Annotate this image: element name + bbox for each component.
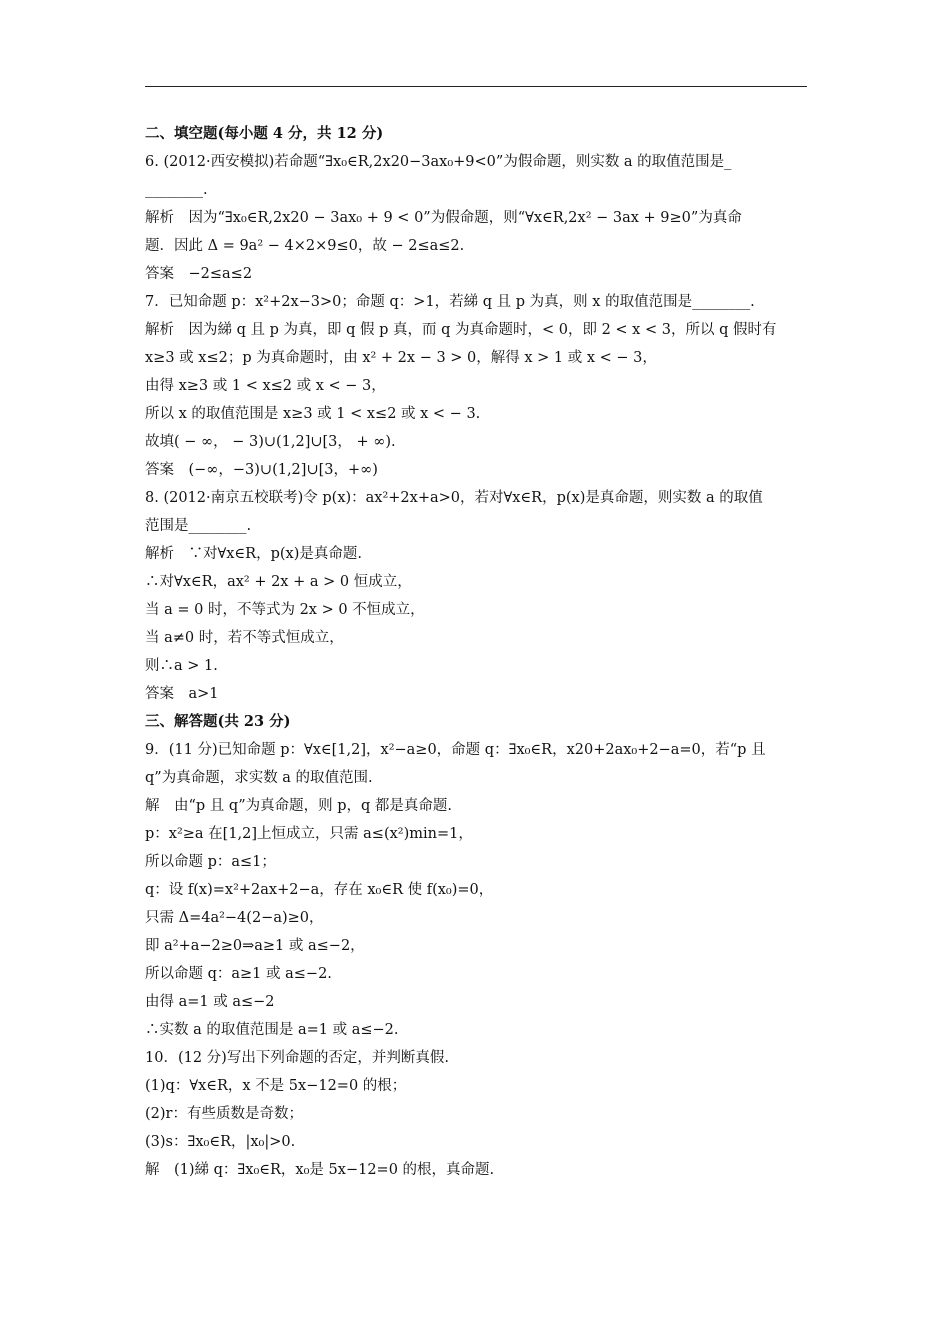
text-line: 6. (2012·西安模拟)若命题“∃x₀∈R,2x20−3ax₀+9<0”为假命题，则实数 a 的取值范围是_ bbox=[145, 154, 732, 170]
text-line: x≥3 或 x≤2；p 为真命题时，由 x² + 2x − 3 > 0，解得 x > 1 或 x < − 3， bbox=[145, 350, 657, 366]
text-line: 解 由“p 且 q”为真命题，则 p，q 都是真命题. bbox=[145, 798, 452, 814]
text-line: 范围是________. bbox=[145, 518, 252, 534]
header-rule bbox=[145, 86, 807, 87]
document-body bbox=[145, 120, 807, 1184]
text-line: 9．(11 分)已知命题 p：∀x∈[1,2]，x²−a≥0，命题 q：∃x₀∈R，x20+2ax₀+2−a=0，若“p 且 bbox=[145, 742, 766, 758]
text-line: (1)q：∀x∈R，x 不是 5x−12=0 的根； bbox=[145, 1078, 407, 1094]
text-line: 所以命题 q：a≥1 或 a≤−2. bbox=[145, 966, 332, 982]
text-line: (3)s：∃x₀∈R，|x₀|>0. bbox=[145, 1134, 296, 1150]
text-line: 二、填空题(每小题 4 分，共 12 分) bbox=[145, 125, 384, 142]
text-line: 解析 因为“∃x₀∈R,2x20 − 3ax₀ + 9 < 0”为假命题，则“∀x∈R,2x² − 3ax + 9≥0”为真命 bbox=[145, 210, 742, 226]
text-line: 当 a≠0 时，若不等式恒成立， bbox=[145, 630, 344, 646]
text-line: 10．(12 分)写出下列命题的否定，并判断真假. bbox=[145, 1050, 449, 1066]
text-line: q”为真命题，求实数 a 的取值范围. bbox=[145, 770, 373, 786]
text-line: q：设 f(x)=x²+2ax+2−a，存在 x₀∈R 使 f(x₀)=0， bbox=[145, 882, 494, 898]
text-line: 只需 Δ=4a²−4(2−a)≥0， bbox=[145, 910, 324, 926]
text-line: 由得 a=1 或 a≤−2 bbox=[145, 994, 275, 1010]
text-line: 即 a²+a−2≥0⇒a≥1 或 a≤−2， bbox=[145, 938, 365, 954]
text-line: 7．已知命题 p：x²+2x−3>0；命题 q：>1，若綈 q 且 p 为真，则 x 的取值范围是________. bbox=[145, 294, 755, 310]
text-line: ∴实数 a 的取值范围是 a=1 或 a≤−2. bbox=[145, 1022, 399, 1038]
text-line: 由得 x≥3 或 1 < x≤2 或 x < − 3， bbox=[145, 378, 386, 394]
text-line: 题．因此 Δ = 9a² − 4×2×9≤0，故 − 2≤a≤2. bbox=[145, 238, 465, 254]
text-line: 答案 a>1 bbox=[145, 686, 219, 702]
text-line: 答案 −2≤a≤2 bbox=[145, 266, 253, 282]
text-line: 所以 x 的取值范围是 x≥3 或 1 < x≤2 或 x < − 3. bbox=[145, 406, 481, 422]
text-line: 解析 ∵对∀x∈R，p(x)是真命题. bbox=[145, 546, 362, 562]
text-line: 三、解答题(共 23 分) bbox=[145, 713, 291, 730]
text-line: 则∴a > 1. bbox=[145, 658, 218, 674]
text-line: 解析 因为綈 q 且 p 为真，即 q 假 p 真，而 q 为真命题时，< 0，即 2 < x < 3，所以 q 假时有 bbox=[145, 322, 777, 338]
text-line: p：x²≥a 在[1,2]上恒成立，只需 a≤(x²)min=1， bbox=[145, 826, 473, 842]
text-line: ∴对∀x∈R，ax² + 2x + a > 0 恒成立， bbox=[145, 574, 412, 590]
text-line: 故填( − ∞， − 3)∪(1,2]∪[3， + ∞). bbox=[145, 434, 396, 450]
text-line: 所以命题 p：a≤1； bbox=[145, 854, 276, 870]
text-line: ________. bbox=[145, 182, 208, 198]
text-line: 答案 (−∞，−3)∪(1,2]∪[3，+∞) bbox=[145, 462, 378, 478]
text-line: 当 a = 0 时，不等式为 2x > 0 不恒成立， bbox=[145, 602, 425, 618]
text-line: 8. (2012·南京五校联考)令 p(x)：ax²+2x+a>0，若对∀x∈R，p(x)是真命题，则实数 a 的取值 bbox=[145, 490, 763, 506]
text-line: (2)r：有些质数是奇数； bbox=[145, 1106, 303, 1122]
text-line: 解 (1)綈 q：∃x₀∈R，x₀是 5x−12=0 的根，真命题. bbox=[145, 1162, 495, 1178]
